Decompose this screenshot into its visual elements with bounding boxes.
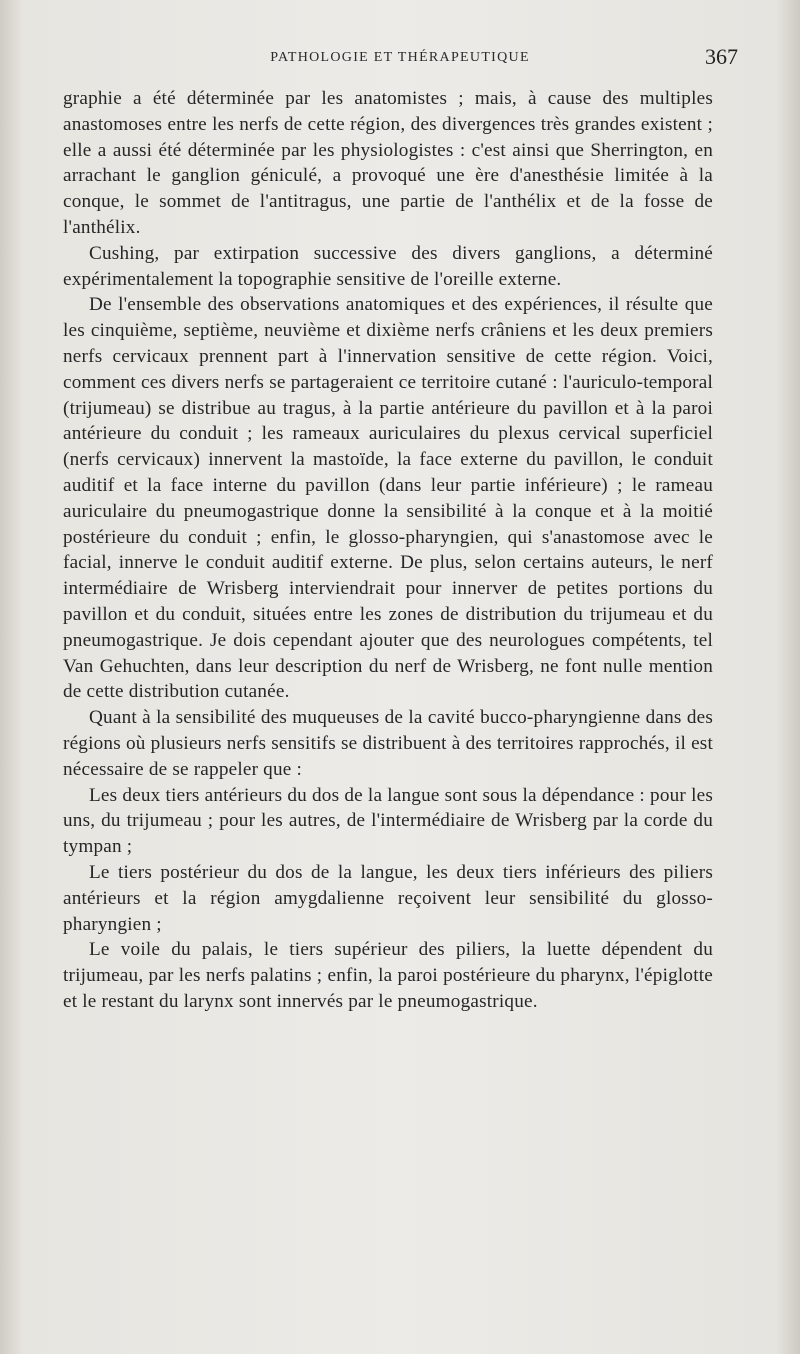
paragraph-mucous-sensitivity: Quant à la sensibilité des muqueuses de la cavité bucco-pharyngienne dans des régions où plusieurs nerfs sensitifs se distribuent à des territoires rapprochés, il est nécessaire de se rappeler que :	[63, 707, 713, 780]
body-text	[63, 86, 713, 1015]
page-header	[62, 44, 738, 72]
paragraph-tongue-posterior: Le tiers postérieur du dos de la langue, les deux tiers inférieurs des piliers antérieurs et la région amygdalienne reçoivent leur sensibilité du glosso-pharyngien ;	[63, 861, 713, 935]
running-title: PATHOLOGIE ET THÉRAPEUTIQUE	[270, 50, 530, 65]
paragraph-nerve-distribution: De l'ensemble des observations anatomiques et des expériences, il résulte que les cinquième, septième, neuvième et dixième nerfs crâniens et les deux premiers nerfs cervicaux prennent part à l'innervation sensitive de cette région. Voici, comment ces divers nerfs se partageraient ce territoire cutané : l'auriculo-temporal (trijumeau) se distribue au tragus, à la partie antérieure du pavillon et à la paroi antérieure du conduit ; les rameaux auriculaires du plexus cervical superficiel (nerfs cervicaux) innervent la mastoïde, la face externe du pavillon, le conduit auditif et la face interne du pavillon (dans leur partie inférieure) ; le rameau auriculaire du pneumogastrique donne la sensibilité à la conque et à la moitié postérieure du conduit ; enfin, le glosso-pharyngien, qui s'anastomose avec le facial, innerve le conduit auditif externe. De plus, selon certains auteurs, le nerf intermédiaire de Wrisberg interviendrait pour innerver de petites portions du pavillon et du conduit, situées entre les zones de distribution du trijumeau et du pneumogastrique. Je dois cependant ajouter que des neurologues compétents, tel Van Gehuchten, dans leur description du nerf de Wrisberg, ne font nulle mention de cette distribution cutanée.	[63, 294, 713, 703]
page-number: 367	[705, 44, 738, 69]
paragraph-cushing: Cushing, par extirpation successive des divers ganglions, a déterminé expérimentalement la topographie sensitive de l'oreille externe.	[63, 242, 713, 290]
paragraph-tongue-anterior: Les deux tiers antérieurs du dos de la langue sont sous la dépendance : pour les uns, du trijumeau ; pour les autres, de l'intermédiaire de Wrisberg par la corde du tympan ;	[63, 784, 713, 858]
paragraph-palate-pharynx: Le voile du palais, le tiers supérieur des piliers, la luette dépendent du trijumeau, par les nerfs palatins ; enfin, la paroi postérieure du pharynx, l'épiglotte et le restant du larynx sont innervés par le pneumogastrique.	[63, 939, 713, 1012]
paragraph-continuation: graphie a été déterminée par les anatomistes ; mais, à cause des multiples anastomoses entre les nerfs de cette région, des divergences très grandes existent ; elle a aussi été déterminée par les physiologistes : c'est ainsi que Sherrington, en arrachant le ganglion géniculé, a provoqué une ère d'anesthésie limitée à la conque, le sommet de l'antitragus, une partie de l'anthélix et de la fosse de l'anthélix.	[63, 88, 713, 238]
